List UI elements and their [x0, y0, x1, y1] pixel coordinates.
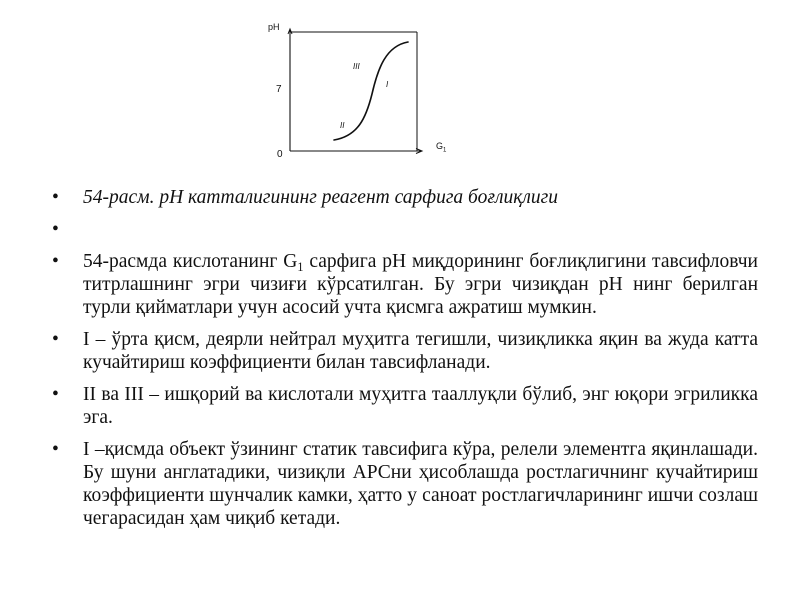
paragraph-4 [52, 438, 758, 530]
paragraph-3 [52, 383, 758, 429]
paragraph-1 [52, 250, 758, 319]
bullet-marker: • [52, 439, 59, 460]
paragraph-2-text: I – ўрта қисм, деярли нейтрал муҳитга тегишли, чизиқликка яқин ва жуда катта кучайтириш коэффициенти билан тавсифланади. [83, 329, 758, 373]
paragraph-2 [52, 328, 758, 374]
bullet-marker: • [52, 187, 59, 208]
y-tick-0: 0 [277, 149, 283, 160]
y-tick-7: 7 [276, 84, 282, 95]
y-axis-label: pH [268, 22, 280, 32]
x-axis-label: $G_1$ [436, 141, 447, 154]
empty-bullet-item [52, 218, 758, 241]
bullet-marker: • [52, 219, 59, 240]
bullet-marker: • [52, 329, 59, 350]
region-label-I: I [386, 80, 389, 89]
bullet-list [52, 186, 758, 539]
paragraph-3-text: II ва III – ишқорий ва кислотали муҳитга тааллуқли бўлиб, энг юқори эгриликка эга. [83, 384, 758, 428]
region-label-III: III [353, 62, 360, 71]
titration-curve [334, 42, 408, 140]
region-label-II: II [340, 121, 345, 130]
bullet-marker: • [52, 251, 59, 272]
titration-curve-figure [262, 14, 462, 164]
paragraph-4-text: I –қисмда объект ўзининг статик тавсифига кўра, релели элементга яқинлашади. Бу шуни англатадики, чизиқли АРСни ҳисоблашда ростлагичнинг кучайтириш коэффициенти шунчалик камки, ҳатто у саноат ростлагичларининг ишчи созлаш чегарасидан ҳам чиқиб кетади. [83, 439, 758, 529]
figure-caption: 54-расм. рН катталигининг реагент сарфига боғлиқлиги [83, 187, 558, 208]
bullet-marker: • [52, 384, 59, 405]
paragraph-1-text: 54-расмда кислотанинг $G_1$ сарфига рН миқдорининг боғлиқлигини тавсифловчи титрлашнинг эгри чизиғи кўрсатилган. Бу эгри чизиқдан рН нинг берилган турли қийматлари учун асосий учта қисмга ажратиш мумкин. [83, 251, 758, 318]
figure-caption-item [52, 186, 758, 209]
